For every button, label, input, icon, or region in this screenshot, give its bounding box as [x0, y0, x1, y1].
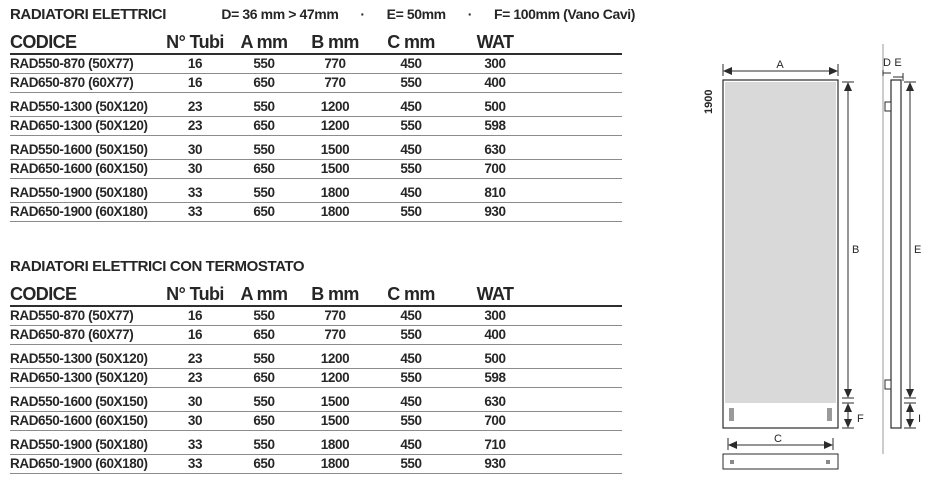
cell-b-mm: 1500 — [320, 394, 350, 409]
cell-tubi: 33 — [187, 437, 203, 452]
dim-label-i: I — [918, 413, 922, 425]
cell-tubi: 30 — [187, 142, 203, 157]
cell-c-mm: 450 — [400, 99, 422, 114]
tables-area — [10, 6, 635, 474]
cell-codice: RAD550-870 (50X77) — [10, 56, 134, 71]
cell-codice: RAD550-870 (50X77) — [10, 308, 134, 323]
bracket-bar-hole-right — [826, 460, 830, 464]
table-row — [10, 74, 622, 93]
cell-a-mm: 550 — [253, 142, 275, 157]
cell-a-mm: 650 — [253, 370, 275, 385]
col-header-wat: WAT — [476, 284, 514, 304]
cell-a-mm: 650 — [253, 161, 275, 176]
table-row — [10, 141, 622, 160]
cell-c-mm: 450 — [400, 308, 422, 323]
cell-c-mm: 550 — [400, 413, 422, 428]
cell-codice: RAD550-1600 (50X150) — [10, 394, 148, 409]
table-row — [10, 184, 622, 203]
cell-wat: 500 — [484, 351, 506, 366]
table-header-row — [10, 32, 622, 55]
cell-tubi: 33 — [187, 204, 203, 219]
table-row — [10, 350, 622, 369]
cell-a-mm: 650 — [253, 75, 275, 90]
cell-codice: RAD650-870 (60X77) — [10, 327, 134, 342]
cell-b-mm: 1200 — [320, 99, 350, 114]
cell-wat: 500 — [484, 99, 506, 114]
cell-a-mm: 650 — [253, 413, 275, 428]
col-header-c: C mm — [387, 32, 435, 52]
cell-c-mm: 550 — [400, 161, 422, 176]
front-view-panel-face — [725, 82, 836, 403]
cell-wat: 630 — [484, 142, 506, 157]
cell-a-mm: 650 — [253, 204, 275, 219]
table-row — [10, 98, 622, 117]
cell-wat: 930 — [484, 204, 506, 219]
cell-wat: 598 — [484, 118, 506, 133]
section-header — [10, 6, 635, 23]
cell-codice: RAD650-1300 (50X120) — [10, 118, 148, 133]
dim-label-d: D — [883, 57, 891, 69]
front-view-bracket-right — [827, 408, 832, 421]
dim-label-a: A — [776, 59, 784, 71]
cell-c-mm: 550 — [400, 370, 422, 385]
col-header-c: C mm — [387, 284, 435, 304]
cell-a-mm: 650 — [253, 327, 275, 342]
cell-tubi: 30 — [187, 161, 203, 176]
cell-codice: RAD550-1600 (50X150) — [10, 142, 148, 157]
cell-wat: 300 — [484, 56, 506, 71]
table-row — [10, 55, 622, 74]
dim-label-b: B — [852, 244, 860, 256]
cell-tubi: 23 — [187, 99, 203, 114]
cell-b-mm: 1200 — [320, 351, 350, 366]
cell-codice: RAD650-1900 (60X180) — [10, 456, 148, 471]
table-row — [10, 436, 622, 455]
spec-f: F= 100mm (Vano Cavi) — [493, 6, 635, 22]
cell-codice: RAD650-1600 (60X150) — [10, 161, 148, 176]
spec-d: D= 36 mm > 47mm — [221, 6, 339, 22]
cell-c-mm: 550 — [400, 75, 422, 90]
table-row — [10, 412, 622, 431]
cell-tubi: 30 — [187, 413, 203, 428]
table-radiatori-elettrici — [10, 32, 622, 222]
radiator-diagram-svg — [690, 34, 936, 486]
table-row — [10, 369, 622, 388]
cell-c-mm: 450 — [400, 437, 422, 452]
cell-b-mm: 1500 — [320, 161, 350, 176]
cell-b-mm: 1800 — [320, 204, 350, 219]
col-header-codice: CODICE — [10, 32, 77, 52]
cell-c-mm: 550 — [400, 456, 422, 471]
table-body — [10, 307, 622, 474]
cell-wat: 700 — [484, 161, 506, 176]
cell-c-mm: 450 — [400, 351, 422, 366]
cell-a-mm: 550 — [253, 99, 275, 114]
dim-label-f: F — [857, 413, 864, 425]
cell-c-mm: 450 — [400, 394, 422, 409]
cell-tubi: 16 — [187, 75, 203, 90]
cell-wat: 400 — [484, 327, 506, 342]
cell-wat: 930 — [484, 456, 506, 471]
cell-wat: 710 — [484, 437, 506, 452]
table-row — [10, 307, 622, 326]
cell-wat: 630 — [484, 394, 506, 409]
col-header-a: A mm — [240, 32, 288, 52]
cell-wat: 598 — [484, 370, 506, 385]
cell-b-mm: 770 — [324, 56, 346, 71]
cell-b-mm: 1800 — [320, 456, 350, 471]
cell-codice: RAD650-1300 (50X120) — [10, 370, 148, 385]
side-view-profile — [891, 80, 901, 428]
cell-codice: RAD550-1300 (50X120) — [10, 351, 148, 366]
cell-a-mm: 550 — [253, 308, 275, 323]
cell-a-mm: 550 — [253, 394, 275, 409]
table-row — [10, 203, 622, 222]
cell-c-mm: 450 — [400, 56, 422, 71]
cell-a-mm: 550 — [253, 351, 275, 366]
cell-codice: RAD650-1900 (60X180) — [10, 204, 148, 219]
cell-wat: 700 — [484, 413, 506, 428]
table-row — [10, 393, 622, 412]
cell-tubi: 23 — [187, 118, 203, 133]
dim-label-c: C — [774, 433, 782, 445]
col-header-codice: CODICE — [10, 284, 77, 304]
cell-b-mm: 1800 — [320, 185, 350, 200]
section-radiatori-termostato — [10, 258, 635, 474]
cell-c-mm: 450 — [400, 185, 422, 200]
dim-label-total-height: 1900 — [703, 89, 715, 114]
cell-tubi: 23 — [187, 370, 203, 385]
col-header-tubi: N° Tubi — [166, 284, 224, 304]
cell-codice: RAD650-1600 (60X150) — [10, 413, 148, 428]
cell-b-mm: 1500 — [320, 142, 350, 157]
cell-b-mm: 1200 — [320, 118, 350, 133]
dim-label-e-side: E — [914, 244, 922, 256]
cell-b-mm: 1500 — [320, 413, 350, 428]
cell-tubi: 30 — [187, 394, 203, 409]
section-title: RADIATORI ELETTRICI CON TERMOSTATO — [10, 258, 305, 275]
cell-codice: RAD650-870 (60X77) — [10, 75, 134, 90]
col-header-b: B mm — [311, 32, 359, 52]
front-view-bracket-left — [729, 408, 734, 421]
cell-tubi: 33 — [187, 456, 203, 471]
col-header-b: B mm — [311, 284, 359, 304]
cell-tubi: 16 — [187, 327, 203, 342]
cell-tubi: 33 — [187, 185, 203, 200]
table-row — [10, 455, 622, 474]
cell-a-mm: 550 — [253, 185, 275, 200]
table-radiatori-termostato — [10, 284, 622, 474]
cell-codice: RAD550-1900 (50X180) — [10, 437, 148, 452]
table-body — [10, 55, 622, 222]
cell-tubi: 16 — [187, 308, 203, 323]
col-header-a: A mm — [240, 284, 288, 304]
cell-c-mm: 550 — [400, 118, 422, 133]
side-view-mount-tab-top — [885, 102, 891, 111]
cell-tubi: 16 — [187, 56, 203, 71]
cell-a-mm: 550 — [253, 437, 275, 452]
side-view-mount-tab-bottom — [885, 380, 891, 389]
cell-wat: 810 — [484, 185, 506, 200]
spec-e: E= 50mm — [386, 6, 446, 22]
cell-b-mm: 770 — [324, 308, 346, 323]
cell-tubi: 23 — [187, 351, 203, 366]
section-title: RADIATORI ELETTRICI — [10, 6, 167, 23]
spec-separator: · — [360, 6, 365, 22]
bracket-bar-hole-left — [730, 460, 734, 464]
table-row — [10, 326, 622, 345]
cell-wat: 400 — [484, 75, 506, 90]
col-header-wat: WAT — [476, 32, 514, 52]
cell-b-mm: 770 — [324, 327, 346, 342]
cell-c-mm: 450 — [400, 142, 422, 157]
dimension-specs — [221, 6, 635, 22]
cell-c-mm: 550 — [400, 327, 422, 342]
dim-label-e-thickness: E — [894, 57, 902, 69]
cell-codice: RAD550-1900 (50X180) — [10, 185, 148, 200]
col-header-tubi: N° Tubi — [166, 32, 224, 52]
table-row — [10, 117, 622, 136]
radiator-technical-drawing — [690, 34, 936, 491]
cell-c-mm: 550 — [400, 204, 422, 219]
cell-codice: RAD550-1300 (50X120) — [10, 99, 148, 114]
table-header-row — [10, 284, 622, 307]
cell-a-mm: 650 — [253, 118, 275, 133]
section-header — [10, 258, 635, 275]
cell-b-mm: 770 — [324, 75, 346, 90]
cell-a-mm: 650 — [253, 456, 275, 471]
table-row — [10, 160, 622, 179]
cell-a-mm: 550 — [253, 56, 275, 71]
spec-separator: · — [467, 6, 472, 22]
section-radiatori-elettrici — [10, 6, 635, 222]
cell-wat: 300 — [484, 308, 506, 323]
cell-b-mm: 1200 — [320, 370, 350, 385]
cell-b-mm: 1800 — [320, 437, 350, 452]
wall-bracket-bar — [723, 454, 838, 469]
